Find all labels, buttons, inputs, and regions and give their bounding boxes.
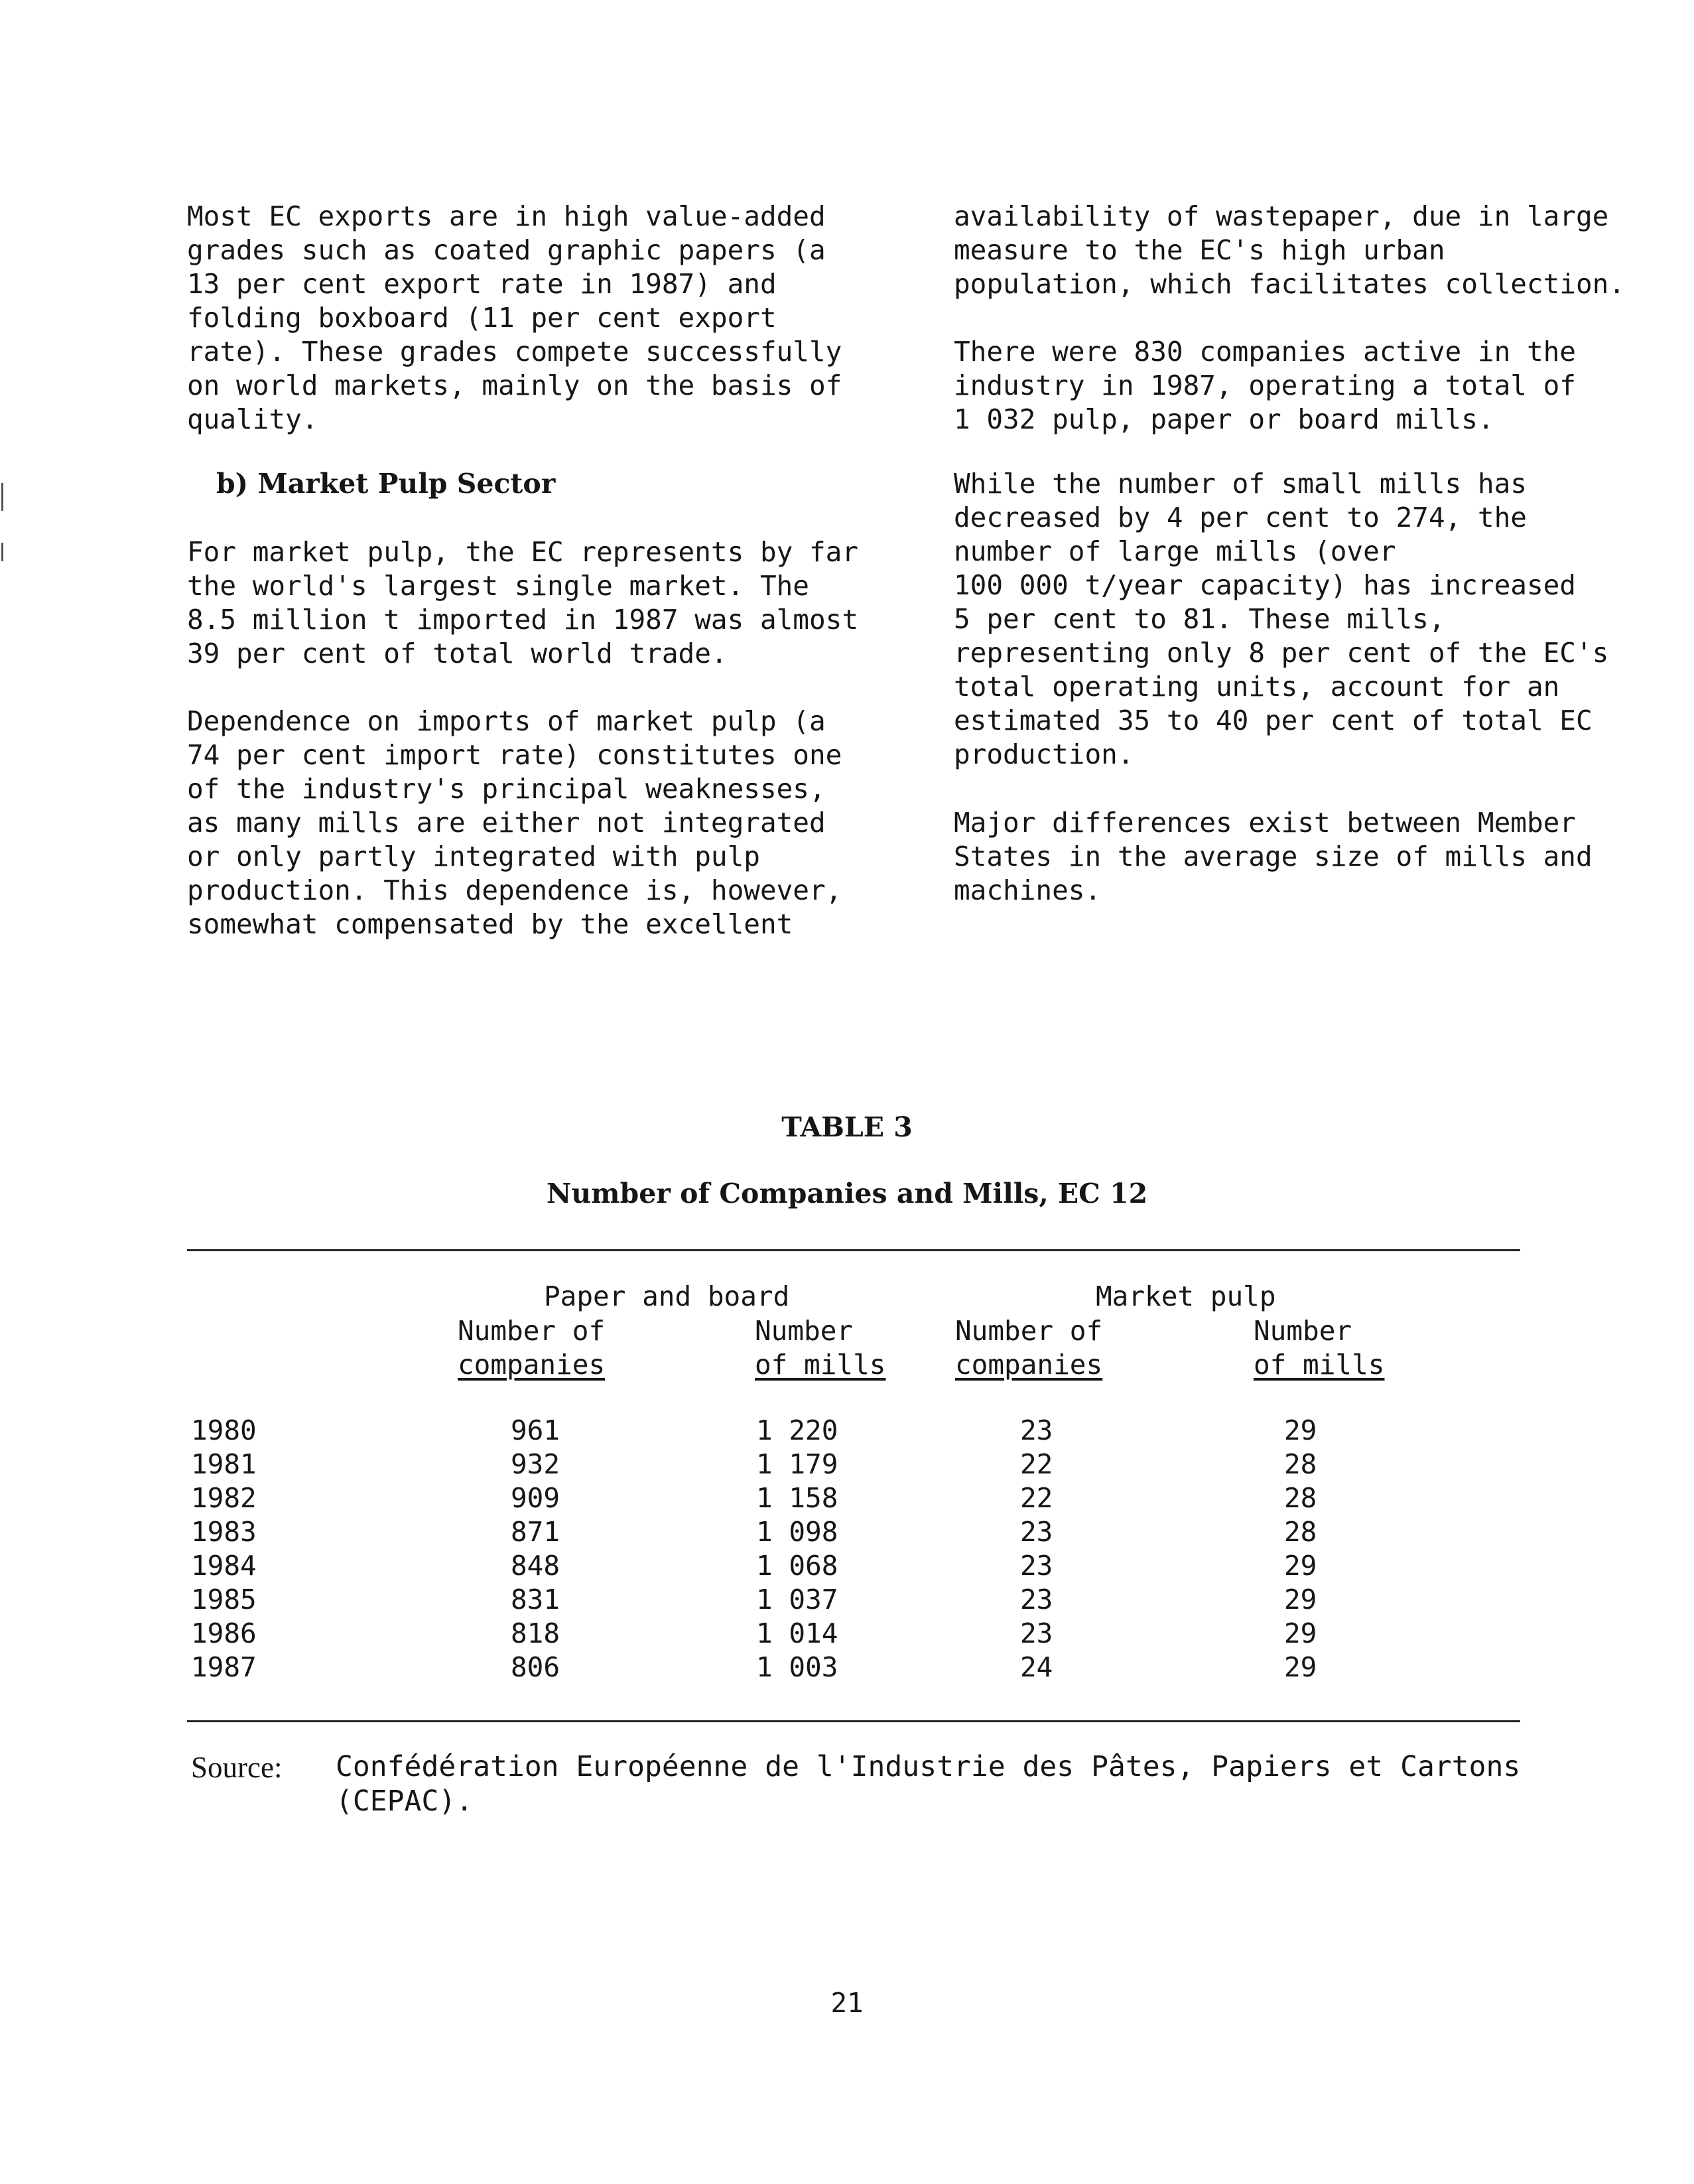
scan-mark: [1, 483, 3, 511]
table-label: TABLE 3: [781, 1111, 913, 1143]
col-header: Number of: [955, 1315, 1103, 1347]
cell-pb-mills: 1 179: [756, 1448, 838, 1480]
text-line: For market pulp, the EC represents by far: [187, 536, 859, 568]
cell-pb-companies: 961: [511, 1414, 560, 1446]
col-header: Number of: [458, 1315, 606, 1347]
cell-pb-mills: 1 158: [756, 1482, 838, 1514]
cell-mp-companies: 24: [1020, 1651, 1053, 1683]
text-line: 5 per cent to 81. These mills,: [954, 603, 1445, 635]
text-line: Most EC exports are in high value-added: [187, 200, 826, 232]
text-line: estimated 35 to 40 per cent of total EC: [954, 705, 1593, 736]
cell-pb-companies: 848: [511, 1550, 560, 1582]
scan-mark: [1, 543, 3, 561]
text-line: measure to the EC's high urban: [954, 234, 1445, 266]
source-text: (CEPAC).: [336, 1785, 474, 1818]
text-line: the world's largest single market. The: [187, 570, 809, 602]
cell-year: 1981: [191, 1448, 257, 1480]
text-line: There were 830 companies active in the: [954, 336, 1576, 368]
col-header: Number: [1254, 1315, 1352, 1347]
col-header: of mills: [755, 1349, 886, 1381]
cell-mp-mills: 29: [1284, 1651, 1317, 1683]
cell-mp-mills: 29: [1284, 1550, 1317, 1582]
group-header-paper-board: Paper and board: [544, 1280, 790, 1312]
text-line: as many mills are either not integrated: [187, 807, 826, 839]
text-line: number of large mills (over: [954, 535, 1396, 567]
text-line: folding boxboard (11 per cent export: [187, 302, 777, 334]
cell-mp-companies: 23: [1020, 1584, 1053, 1615]
text-line: decreased by 4 per cent to 274, the: [954, 502, 1527, 533]
cell-pb-mills: 1 220: [756, 1414, 838, 1446]
cell-mp-mills: 28: [1284, 1482, 1317, 1514]
cell-pb-companies: 806: [511, 1651, 560, 1683]
text-line: on world markets, mainly on the basis of: [187, 370, 842, 401]
text-line: 8.5 million t imported in 1987 was almost: [187, 604, 859, 636]
text-line: 13 per cent export rate in 1987) and: [187, 268, 777, 300]
cell-mp-companies: 22: [1020, 1448, 1053, 1480]
source-label: Source:: [191, 1751, 283, 1784]
cell-mp-companies: 22: [1020, 1482, 1053, 1514]
group-header-market-pulp: Market pulp: [1096, 1280, 1276, 1312]
cell-pb-mills: 1 003: [756, 1651, 838, 1683]
cell-mp-companies: 23: [1020, 1550, 1053, 1582]
text-line: representing only 8 per cent of the EC's: [954, 637, 1609, 669]
text-line: quality.: [187, 403, 318, 435]
source-text: Confédération Européenne de l'Industrie des Pâtes, Papiers et Cartons: [336, 1750, 1521, 1783]
cell-year: 1985: [191, 1584, 257, 1615]
text-line: rate). These grades compete successfully: [187, 336, 842, 368]
cell-year: 1987: [191, 1651, 257, 1683]
cell-year: 1982: [191, 1482, 257, 1514]
text-line: production.: [954, 738, 1134, 770]
section-heading: b) Market Pulp Sector: [216, 468, 556, 500]
table-title: Number of Companies and Mills, EC 12: [546, 1178, 1148, 1209]
text-line: 74 per cent import rate) constitutes one: [187, 739, 842, 771]
cell-pb-mills: 1 068: [756, 1550, 838, 1582]
cell-mp-mills: 29: [1284, 1414, 1317, 1446]
cell-pb-companies: 871: [511, 1516, 560, 1548]
cell-pb-mills: 1 037: [756, 1584, 838, 1615]
cell-year: 1980: [191, 1414, 257, 1446]
text-line: 39 per cent of total world trade.: [187, 638, 728, 669]
text-line: 1 032 pulp, paper or board mills.: [954, 403, 1494, 435]
cell-mp-mills: 29: [1284, 1584, 1317, 1615]
cell-pb-companies: 818: [511, 1617, 560, 1649]
cell-year: 1986: [191, 1617, 257, 1649]
text-line: While the number of small mills has: [954, 468, 1527, 500]
table-top-rule: [187, 1249, 1520, 1251]
text-line: Major differences exist between Member: [954, 807, 1576, 839]
cell-mp-companies: 23: [1020, 1617, 1053, 1649]
text-line: grades such as coated graphic papers (a: [187, 234, 826, 266]
col-header: Number: [755, 1315, 854, 1347]
text-line: production. This dependence is, however,: [187, 874, 842, 906]
cell-mp-companies: 23: [1020, 1414, 1053, 1446]
cell-year: 1983: [191, 1516, 257, 1548]
text-line: somewhat compensated by the excellent: [187, 908, 793, 940]
text-line: States in the average size of mills and: [954, 841, 1593, 872]
cell-mp-companies: 23: [1020, 1516, 1053, 1548]
table-bottom-rule: [187, 1720, 1520, 1722]
text-line: or only partly integrated with pulp: [187, 841, 760, 872]
text-line: total operating units, account for an: [954, 671, 1560, 703]
text-line: Dependence on imports of market pulp (a: [187, 705, 826, 737]
col-header: companies: [955, 1349, 1103, 1381]
cell-pb-companies: 909: [511, 1482, 560, 1514]
cell-year: 1984: [191, 1550, 257, 1582]
col-header: of mills: [1254, 1349, 1385, 1381]
page-number: 21: [830, 1987, 864, 2019]
text-line: industry in 1987, operating a total of: [954, 370, 1576, 401]
cell-pb-mills: 1 014: [756, 1617, 838, 1649]
cell-pb-mills: 1 098: [756, 1516, 838, 1548]
text-line: machines.: [954, 874, 1102, 906]
cell-mp-mills: 28: [1284, 1516, 1317, 1548]
cell-mp-mills: 28: [1284, 1448, 1317, 1480]
text-line: availability of wastepaper, due in large: [954, 200, 1609, 232]
cell-pb-companies: 932: [511, 1448, 560, 1480]
text-line: 100 000 t/year capacity) has increased: [954, 569, 1576, 601]
text-line: population, which facilitates collection.: [954, 268, 1626, 300]
col-header: companies: [458, 1349, 606, 1381]
text-line: of the industry's principal weaknesses,: [187, 773, 826, 805]
cell-pb-companies: 831: [511, 1584, 560, 1615]
cell-mp-mills: 29: [1284, 1617, 1317, 1649]
